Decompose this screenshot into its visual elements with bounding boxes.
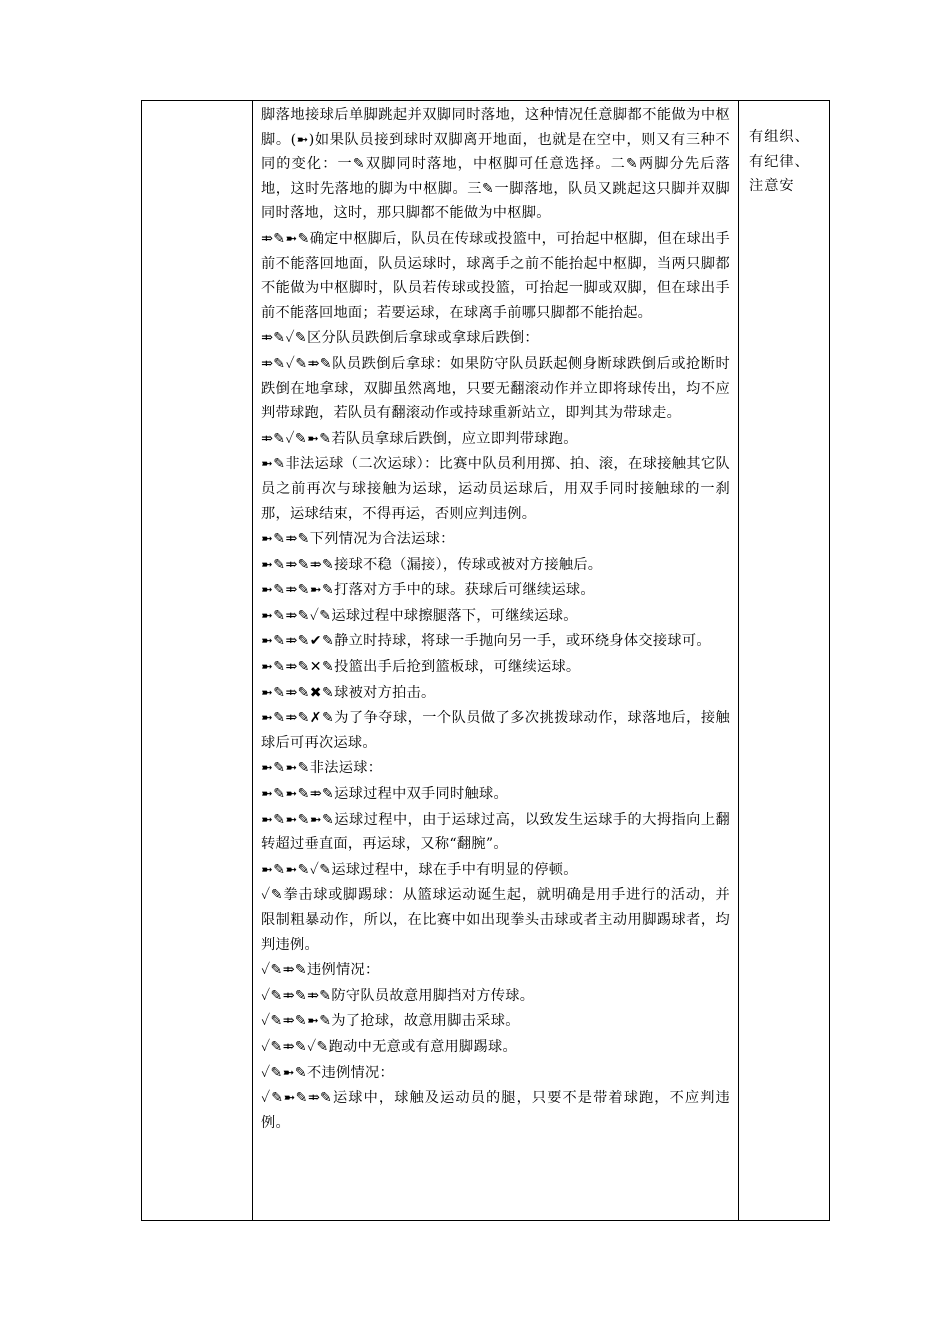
paragraph: ➼✎⤃✎✗✎为了争夺球，一个队员做了多次挑拨球动作，球落地后，接触球后可再次运球。	[261, 710, 730, 751]
paragraph: ✓✎⤃✎违例情况：	[261, 962, 380, 979]
note-line: 有纪律、	[749, 153, 810, 170]
left-column	[142, 101, 253, 1220]
paragraph: ➼✎非法运球（二次运球）：比赛中队员利用掷、拍、滚，在球接触其它队员之前再次与球接触为运球，运动员运球后，用双手同时接触球的一刹那，运球结束，不得再运，否则应判违例。	[261, 456, 730, 522]
paragraph: ✓✎⤃✎⤃✎防守队员故意用脚挡对方传球。	[261, 987, 535, 1004]
paragraph: ➼✎➼✎➼✎运球过程中，由于运球过高，以致发生运球手的大拇指向上翻转超过垂直面，再运球，又称“翻腕”。	[261, 811, 730, 853]
paragraph: ✓✎拳击球或脚踢球：从篮球运动诞生起，就明确是用手进行的活动，并限制粗暴动作，所以，在比赛中如出现拳头击球或者主动用脚踢球者，均判违例。	[261, 887, 730, 953]
note-line: 有组织、	[749, 129, 810, 145]
paragraph: ✓✎⤃✎➼✎为了抢球，故意用脚击采球。	[261, 1013, 520, 1030]
paragraph: 脚落地接球后单脚跳起并双脚同时落地，这种情况任意脚都不能做为中枢脚。(➼)如果队员接到球时双脚离开地面，也就是在空中，则又有三种不同的变化：一✎双脚同时落地，中枢脚可任意选择。二✎两脚分先后落地，这时先落地的脚为中枢脚。三✎一脚落地，队员又跳起这只脚并双脚同时落地，这时，那只脚都不能做为中枢脚。	[261, 107, 730, 222]
paragraph: ✓✎➼✎不违例情况：	[261, 1064, 394, 1081]
paragraph: ➼✎⤃✎✖✎球被对方拍击。	[261, 684, 436, 701]
paragraph: ➼✎➼✎✓✎运球过程中，球在手中有明显的停顿。	[261, 861, 578, 878]
paragraph: ✓✎➼✎⤃✎运球中，球触及运动员的腿，只要不是带着球跑，不应判违例。	[261, 1090, 730, 1131]
paragraph: ➼✎⤃✎➼✎打落对方手中的球。获球后可继续运球。	[261, 582, 595, 599]
paragraph: ➼✎⤃✎✕✎投篮出手后抢到篮板球，可继续运球。	[261, 659, 581, 676]
notes-column	[740, 101, 829, 1220]
paragraph: ⤃✎✓✎区分队员跌倒后拿球或拿球后跌倒：	[261, 330, 539, 347]
paragraph: ➼✎⤃✎✔✎静立时持球，将球一手抛向另一手，或环绕身体交接球可。	[261, 633, 711, 650]
paragraph: ⤃✎✓✎⤃✎队员跌倒后拿球：如果防守队员跃起侧身断球跌倒后或抢断时跌倒在地拿球，双脚虽然离地，只要无翻滚动作并立即将球传出，均不应判带球跑，若队员有翻滚动作或持球重新站立，即判其为带球走。	[261, 355, 730, 422]
content-column	[253, 101, 739, 1220]
lesson-table	[141, 100, 830, 1221]
paragraph: ➼✎➼✎⤃✎运球过程中双手同时触球。	[261, 786, 508, 803]
paragraph: ⤃✎➼✎确定中枢脚后，队员在传球或投篮中，可抬起中枢脚，但在球出手前不能落回地面，队员运球时，球离手之前不能抬起中枢脚，当两只脚都不能做为中枢脚时，队员若传球或投篮，可抬起一脚或双脚，但在球出手前不能落回地面；若要运球，在球离手前哪只脚都不能抬起。	[261, 230, 730, 321]
paragraph: ⤃✎✓✎➼✎若队员拿球后跌倒，应立即判带球跑。	[261, 430, 578, 447]
paragraph: ➼✎➼✎非法运球：	[261, 760, 383, 777]
paragraph: ✓✎⤃✎✓✎跑动中无意或有意用脚踢球。	[261, 1038, 517, 1055]
paragraph: ➼✎⤃✎下列情况为合法运球：	[261, 531, 455, 548]
paragraph: ➼✎⤃✎⤃✎接球不稳（漏接），传球或被对方接触后。	[261, 556, 603, 573]
note-line: 注意安	[749, 178, 795, 195]
paragraph: ➼✎⤃✎✓✎运球过程中球擦腿落下，可继续运球。	[261, 607, 578, 624]
